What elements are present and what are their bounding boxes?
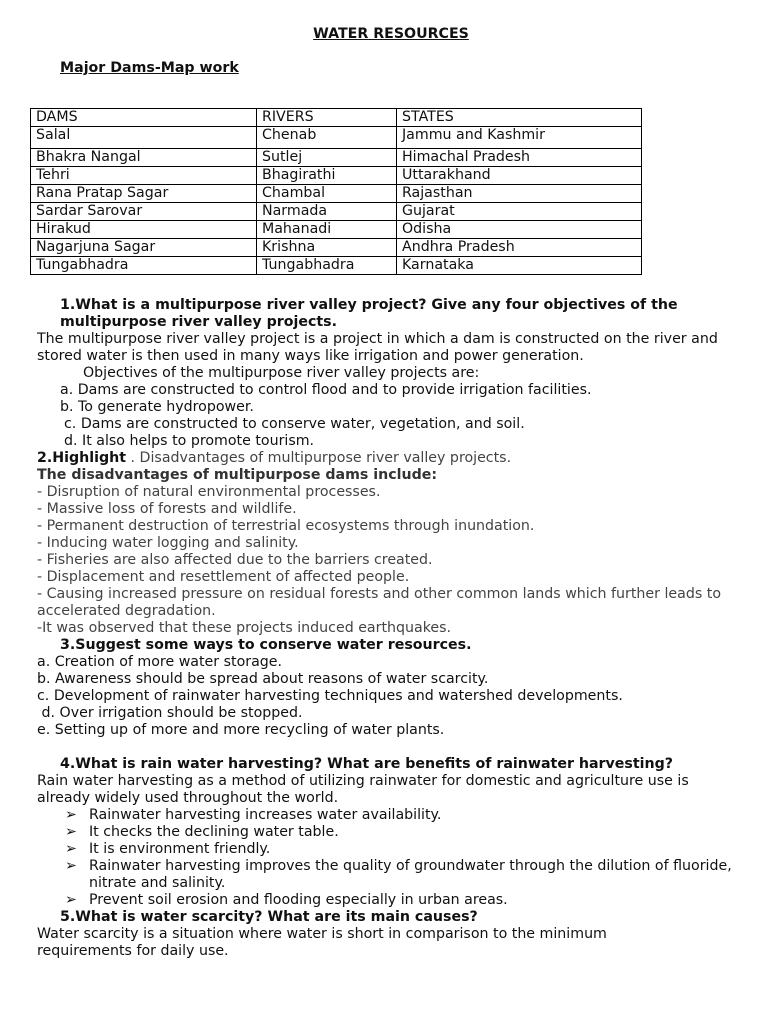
objective-item: c. Dams are constructed to conserve water, vegetation, and soil. [64,416,525,432]
dam-cell: Tungabhadra [31,257,257,275]
benefit-text: Prevent soil erosion and flooding especially in urban areas. [89,892,508,908]
header-rivers: RIVERS [257,109,397,127]
benefit-text: It checks the declining water table. [89,824,339,840]
section-subtitle: Major Dams-Map work [60,60,239,76]
dams-table [30,108,642,275]
table-row [31,257,642,275]
benefit-item [37,807,737,824]
state-cell: Gujarat [397,203,642,221]
conserve-item: d. Over irrigation should be stopped. [37,705,303,721]
arrow-bullet-icon: ➢ [65,807,77,823]
table-row [31,239,642,257]
state-cell: Rajasthan [397,185,642,203]
arrow-bullet-icon: ➢ [65,892,77,908]
objective-item: a. Dams are constructed to control flood and to provide irrigation facilities. [60,382,592,398]
table-row [31,167,642,185]
question-1: 1.What is a multipurpose river valley project? Give any four objectives of the multipurpose river valley projects. [60,297,678,330]
question-5: 5.What is water scarcity? What are its main causes? [60,909,478,925]
benefit-item [37,892,737,909]
disadvantage-item: - Disruption of natural environmental processes. [37,484,381,500]
river-cell: Tungabhadra [257,257,397,275]
table-row [31,149,642,167]
dam-cell: Hirakud [31,221,257,239]
state-cell: Andhra Pradesh [397,239,642,257]
disadvantages-heading: The disadvantages of multipurpose dams include: [37,467,438,483]
question-3: 3.Suggest some ways to conserve water resources. [60,637,472,653]
document-title: WATER RESOURCES [313,26,469,42]
river-cell: Krishna [257,239,397,257]
disadvantage-item: -It was observed that these projects induced earthquakes. [37,620,452,636]
disadvantage-item: - Massive loss of forests and wildlife. [37,501,297,517]
table-row [31,221,642,239]
benefit-item [37,858,737,892]
answer-5: Water scarcity is a situation where water is short in comparison to the minimum requirements for daily use. [37,926,607,959]
state-cell: Odisha [397,221,642,239]
dam-cell: Tehri [31,167,257,185]
river-cell: Chenab [257,127,397,149]
dam-cell: Bhakra Nangal [31,149,257,167]
river-cell: Sutlej [257,149,397,167]
dam-cell: Sardar Sarovar [31,203,257,221]
question-4: 4.What is rain water harvesting? What are benefits of rainwater harvesting? [60,756,673,772]
benefit-text: Rainwater harvesting increases water availability. [89,807,442,823]
dam-cell: Salal [31,127,257,149]
header-dams: DAMS [31,109,257,127]
question-2-label: 2.Highlight [37,450,127,466]
table-row [31,185,642,203]
state-cell: Jammu and Kashmir [397,127,642,149]
objective-item: d. It also helps to promote tourism. [64,433,315,449]
question-2 [37,450,737,467]
conserve-item: e. Setting up of more and more recycling of water plants. [37,722,445,738]
benefit-item [37,824,737,841]
state-cell: Karnataka [397,257,642,275]
conserve-item: a. Creation of more water storage. [37,654,283,670]
objective-item: b. To generate hydropower. [60,399,254,415]
answer-1: The multipurpose river valley project is a project in which a dam is constructed on the river and stored water is then used in many ways like irrigation and power generation. [37,331,718,364]
state-cell: Himachal Pradesh [397,149,642,167]
benefit-text: It is environment friendly. [89,841,271,857]
conserve-item: c. Development of rainwater harvesting techniques and watershed developments. [37,688,623,704]
answer-4: Rain water harvesting as a method of utilizing rainwater for domestic and agriculture use is already widely used throughout the world. [37,773,689,806]
state-cell: Uttarakhand [397,167,642,185]
table-header-row [31,109,642,127]
arrow-bullet-icon: ➢ [65,824,77,840]
objectives-intro: Objectives of the multipurpose river valley projects are: [83,365,480,381]
header-states: STATES [397,109,642,127]
table-row [31,203,642,221]
river-cell: Bhagirathi [257,167,397,185]
disadvantage-item: - Displacement and resettlement of affected people. [37,569,410,585]
arrow-bullet-icon: ➢ [65,858,77,874]
table-row [31,127,642,149]
dam-cell: Rana Pratap Sagar [31,185,257,203]
conserve-item: b. Awareness should be spread about reasons of water scarcity. [37,671,489,687]
benefit-item [37,841,737,858]
disadvantage-item: - Fisheries are also affected due to the barriers created. [37,552,433,568]
benefit-text: Rainwater harvesting improves the quality of groundwater through the dilution of fluoride, nitrate and salinity. [89,858,732,891]
river-cell: Chambal [257,185,397,203]
spacer [37,739,737,756]
river-cell: Narmada [257,203,397,221]
disadvantage-item: - Permanent destruction of terrestrial ecosystems through inundation. [37,518,535,534]
disadvantage-item: - Causing increased pressure on residual forests and other common lands which further leads to accelerated degradation. [37,586,721,619]
dam-cell: Nagarjuna Sagar [31,239,257,257]
document-body [37,297,737,960]
disadvantage-item: - Inducing water logging and salinity. [37,535,299,551]
arrow-bullet-icon: ➢ [65,841,77,857]
question-2-text: . Disadvantages of multipurpose river valley projects. [126,450,512,466]
river-cell: Mahanadi [257,221,397,239]
